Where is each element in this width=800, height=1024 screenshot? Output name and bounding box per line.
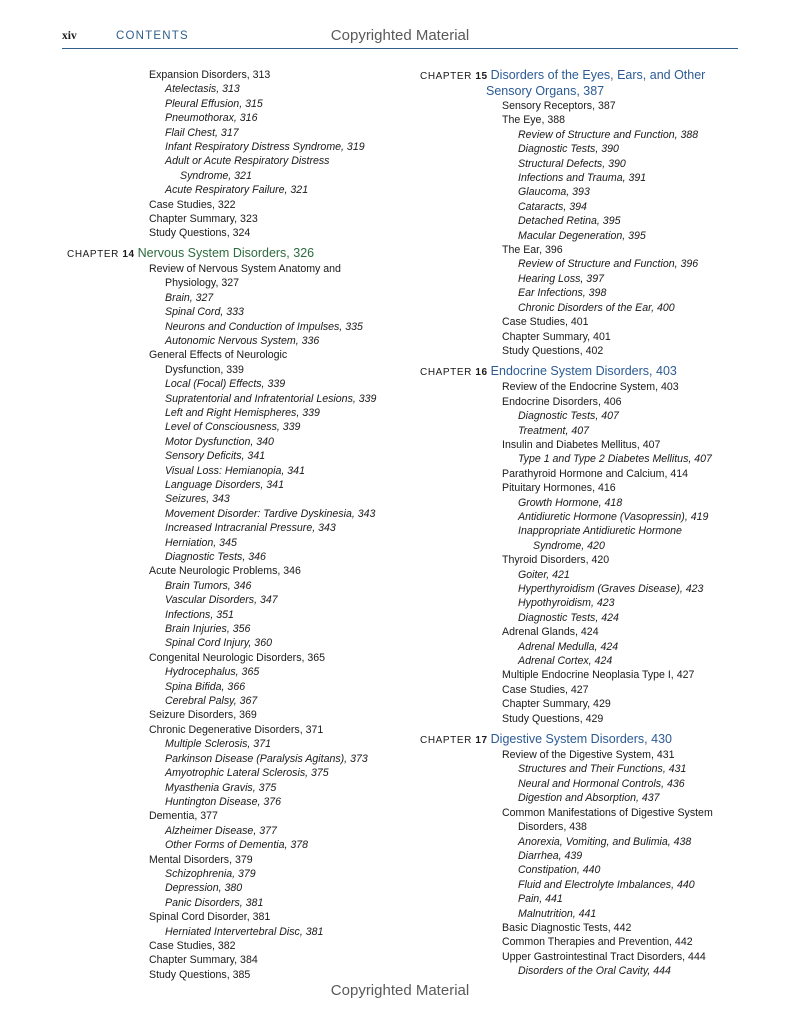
toc-subentry[interactable]: Diagnostic Tests, 407: [518, 410, 619, 423]
toc-subentry[interactable]: Other Forms of Dementia, 378: [165, 839, 309, 852]
toc-entry[interactable]: Review of Nervous System Anatomy and: [149, 262, 341, 275]
toc-entry[interactable]: Study Questions, 429: [502, 712, 604, 725]
toc-entry[interactable]: Pituitary Hormones, 416: [502, 482, 616, 495]
chapter-13-tail: [67, 68, 412, 241]
toc-entry[interactable]: Chapter Summary, 384: [149, 954, 258, 967]
toc-entry[interactable]: Acute Neurologic Problems, 346: [149, 565, 301, 578]
toc-entry[interactable]: Study Questions, 324: [149, 227, 251, 240]
chapter-14-entries: [67, 262, 412, 982]
chapter-label: CHAPTER 16: [420, 367, 488, 379]
toc-subentry[interactable]: Hypothyroidism, 423: [518, 597, 615, 610]
toc-entry[interactable]: Chronic Degenerative Disorders, 371: [149, 723, 324, 736]
toc-subentry[interactable]: Treatment, 407: [518, 424, 590, 437]
toc-subentry[interactable]: Syndrome, 420: [533, 539, 605, 552]
toc-subentry[interactable]: Spinal Cord Injury, 360: [165, 637, 272, 650]
toc-subentry[interactable]: Structures and Their Functions, 431: [518, 763, 687, 776]
toc-entry[interactable]: Case Studies, 401: [502, 316, 589, 329]
toc-subentry[interactable]: Supratentorial and Infratentorial Lesions, 339: [165, 392, 377, 405]
toc-entry[interactable]: Dementia, 377: [149, 810, 218, 823]
toc-subentry[interactable]: Malnutrition, 441: [518, 907, 597, 920]
toc-entry[interactable]: Thyroid Disorders, 420: [502, 554, 610, 567]
toc-subentry[interactable]: Goiter, 421: [518, 568, 570, 581]
chapter-label: CHAPTER 17: [420, 735, 488, 747]
chapter-title-continuation: Sensory Organs, 387: [486, 84, 605, 98]
toc-entry[interactable]: Upper Gastrointestinal Tract Disorders, 444: [502, 950, 706, 963]
chapter-16-entries: [420, 380, 740, 726]
toc-subentry[interactable]: Diarrhea, 439: [518, 849, 583, 862]
toc-entry[interactable]: Chapter Summary, 429: [502, 698, 611, 711]
toc-entry[interactable]: Expansion Disorders, 313: [149, 69, 271, 81]
running-head: CONTENTS: [116, 30, 189, 42]
toc-subentry[interactable]: Parkinson Disease (Paralysis Agitans), 373: [165, 752, 368, 765]
toc-entry[interactable]: Basic Diagnostic Tests, 442: [502, 921, 632, 934]
toc-subentry[interactable]: Type 1 and Type 2 Diabetes Mellitus, 407: [518, 453, 712, 466]
header-rule: [62, 48, 738, 49]
toc-subentry[interactable]: Alzheimer Disease, 377: [165, 824, 277, 837]
toc-subentry[interactable]: Hearing Loss, 397: [518, 272, 604, 285]
toc-subentry[interactable]: Motor Dysfunction, 340: [165, 435, 274, 448]
toc-subentry[interactable]: Myasthenia Gravis, 375: [165, 781, 277, 794]
toc-subentry[interactable]: Inappropriate Antidiuretic Hormone: [518, 525, 682, 538]
toc-subentry[interactable]: Constipation, 440: [518, 864, 601, 877]
chapter-15-entries: [420, 99, 740, 358]
toc-entry[interactable]: Physiology, 327: [165, 277, 240, 290]
toc-entry[interactable]: Common Manifestations of Digestive System: [502, 806, 713, 819]
toc-subentry[interactable]: Infant Respiratory Distress Syndrome, 319: [165, 141, 365, 154]
toc-entry[interactable]: Disorders, 438: [518, 821, 587, 834]
toc-entry[interactable]: Case Studies, 382: [149, 939, 236, 952]
toc-subentry[interactable]: Flail Chest, 317: [165, 126, 239, 139]
toc-subentry[interactable]: Hydrocephalus, 365: [165, 666, 260, 679]
toc-subentry[interactable]: Herniated Intervertebral Disc, 381: [165, 925, 324, 938]
toc-subentry[interactable]: Adrenal Medulla, 424: [518, 640, 619, 653]
toc-entry[interactable]: Chapter Summary, 323: [149, 213, 258, 226]
toc-entry[interactable]: Common Therapies and Prevention, 442: [502, 936, 693, 949]
toc-subentry[interactable]: Autonomic Nervous System, 336: [165, 334, 320, 347]
toc-subentry[interactable]: Spina Bifida, 366: [165, 680, 246, 693]
toc-entry[interactable]: Spinal Cord Disorder, 381: [149, 911, 271, 924]
toc-subentry[interactable]: Depression, 380: [165, 882, 243, 895]
chapter-15-heading[interactable]: [420, 68, 740, 84]
toc-entry[interactable]: Dysfunction, 339: [165, 363, 244, 376]
toc-subentry[interactable]: Multiple Sclerosis, 371: [165, 738, 271, 751]
toc-subentry[interactable]: Neurons and Conduction of Impulses, 335: [165, 320, 363, 333]
toc-entry[interactable]: Study Questions, 402: [502, 344, 604, 357]
toc-subentry[interactable]: Schizophrenia, 379: [165, 867, 256, 880]
toc-subentry[interactable]: Neural and Hormonal Controls, 436: [518, 777, 685, 790]
chapter-title: Nervous System Disorders, 326: [137, 245, 315, 260]
toc-subentry[interactable]: Spinal Cord, 333: [165, 306, 244, 319]
toc-subentry[interactable]: Ear Infections, 398: [518, 287, 607, 300]
toc-subentry[interactable]: Cataracts, 394: [518, 200, 587, 213]
toc-subentry[interactable]: Syndrome, 321: [180, 169, 252, 182]
toc-right-column: [420, 68, 740, 979]
toc-subentry[interactable]: Language Disorders, 341: [165, 478, 284, 491]
chapter-label: CHAPTER 15: [420, 71, 488, 82]
toc-subentry[interactable]: Fluid and Electrolyte Imbalances, 440: [518, 878, 695, 891]
toc-subentry[interactable]: Local (Focal) Effects, 339: [165, 378, 286, 391]
toc-subentry[interactable]: Structural Defects, 390: [518, 157, 626, 170]
toc-subentry[interactable]: Disorders of the Oral Cavity, 444: [518, 965, 671, 978]
chapter-17-entries: [420, 748, 740, 979]
toc-subentry[interactable]: Cerebral Palsy, 367: [165, 695, 258, 708]
chapter-title: Disorders of the Eyes, Ears, and Other: [490, 68, 706, 82]
toc-entry[interactable]: General Effects of Neurologic: [149, 349, 288, 362]
toc-subentry[interactable]: Left and Right Hemispheres, 339: [165, 406, 320, 419]
toc-subentry[interactable]: Diagnostic Tests, 346: [165, 551, 266, 563]
toc-subentry[interactable]: Infections and Trauma, 391: [518, 172, 647, 185]
toc-entry[interactable]: The Ear, 396: [502, 244, 563, 257]
toc-subentry[interactable]: Atelectasis, 313: [165, 83, 240, 96]
toc-entry[interactable]: Endocrine Disorders, 406: [502, 395, 622, 408]
toc-subentry[interactable]: Diagnostic Tests, 424: [518, 611, 619, 624]
toc-subentry[interactable]: Growth Hormone, 418: [518, 496, 623, 509]
toc-subentry[interactable]: Adrenal Cortex, 424: [518, 655, 613, 668]
toc-entry[interactable]: Case Studies, 427: [502, 683, 589, 696]
toc-entry[interactable]: Insulin and Diabetes Mellitus, 407: [502, 438, 661, 451]
page-number: xiv: [62, 30, 77, 42]
toc-entry[interactable]: Sensory Receptors, 387: [502, 100, 616, 112]
chapter-title: Endocrine System Disorders, 403: [490, 364, 677, 379]
toc-entry[interactable]: Seizure Disorders, 369: [149, 709, 257, 722]
toc-entry[interactable]: Case Studies, 322: [149, 198, 236, 211]
page-header: [62, 28, 738, 50]
toc-subentry[interactable]: Pain, 441: [518, 893, 563, 906]
toc-subentry[interactable]: Huntington Disease, 376: [165, 795, 282, 808]
toc-subentry[interactable]: Vascular Disorders, 347: [165, 594, 278, 607]
chapter-14-heading[interactable]: [67, 246, 412, 262]
toc-subentry[interactable]: Movement Disorder: Tardive Dyskinesia, 343: [165, 507, 376, 520]
toc-subentry[interactable]: Anorexia, Vomiting, and Bulimia, 438: [518, 835, 692, 848]
toc-subentry[interactable]: Visual Loss: Hemianopia, 341: [165, 464, 305, 477]
toc-subentry[interactable]: Seizures, 343: [165, 493, 230, 506]
toc-subentry[interactable]: Amyotrophic Lateral Sclerosis, 375: [165, 767, 329, 780]
copyright-watermark-top: Copyrighted Material: [330, 27, 470, 44]
toc-subentry[interactable]: Macular Degeneration, 395: [518, 229, 646, 242]
toc-subentry[interactable]: Panic Disorders, 381: [165, 896, 264, 909]
toc-subentry[interactable]: Pneumothorax, 316: [165, 112, 258, 125]
toc-subentry[interactable]: Pleural Effusion, 315: [165, 97, 263, 110]
toc-subentry[interactable]: Increased Intracranial Pressure, 343: [165, 522, 336, 535]
toc-subentry[interactable]: Sensory Deficits, 341: [165, 450, 266, 463]
toc-subentry[interactable]: Glaucoma, 393: [518, 186, 590, 199]
toc-entry[interactable]: Study Questions, 385: [149, 968, 251, 981]
toc-subentry[interactable]: Review of Structure and Function, 396: [518, 258, 699, 271]
copyright-watermark-bottom: Copyrighted Material: [330, 982, 470, 999]
toc-subentry[interactable]: Herniation, 345: [165, 536, 237, 549]
toc-entry[interactable]: Chapter Summary, 401: [502, 330, 611, 343]
toc-subentry[interactable]: Review of Structure and Function, 388: [518, 128, 699, 141]
toc-entry[interactable]: Review of the Endocrine System, 403: [502, 381, 679, 394]
toc-entry[interactable]: Mental Disorders, 379: [149, 853, 253, 866]
toc-subentry[interactable]: Adult or Acute Respiratory Distress: [165, 155, 330, 168]
chapter-17-heading[interactable]: [420, 732, 740, 748]
chapter-title: Digestive System Disorders, 430: [490, 732, 672, 747]
toc-entry[interactable]: Multiple Endocrine Neoplasia Type I, 427: [502, 669, 695, 682]
toc-subentry[interactable]: Detached Retina, 395: [518, 215, 621, 228]
toc-entry[interactable]: Review of the Digestive System, 431: [502, 749, 675, 762]
toc-subentry[interactable]: Brain Injuries, 356: [165, 623, 251, 636]
toc-entry[interactable]: Congenital Neurologic Disorders, 365: [149, 651, 326, 664]
toc-left-column: [67, 68, 412, 982]
toc-subentry[interactable]: Digestion and Absorption, 437: [518, 792, 660, 805]
toc-subentry[interactable]: Diagnostic Tests, 390: [518, 143, 619, 156]
toc-entry[interactable]: Adrenal Glands, 424: [502, 626, 599, 639]
chapter-label: CHAPTER 14: [67, 248, 135, 260]
toc-subentry[interactable]: Hyperthyroidism (Graves Disease), 423: [518, 583, 704, 595]
toc-subentry[interactable]: Antidiuretic Hormone (Vasopressin), 419: [518, 510, 709, 523]
toc-entry[interactable]: Parathyroid Hormone and Calcium, 414: [502, 467, 689, 480]
toc-entry[interactable]: The Eye, 388: [502, 114, 566, 127]
toc-subentry[interactable]: Brain, 327: [165, 291, 214, 304]
chapter-16-heading[interactable]: [420, 364, 740, 380]
toc-subentry[interactable]: Infections, 351: [165, 608, 234, 621]
toc-subentry[interactable]: Acute Respiratory Failure, 321: [165, 184, 309, 197]
toc-subentry[interactable]: Chronic Disorders of the Ear, 400: [518, 301, 675, 314]
toc-subentry[interactable]: Brain Tumors, 346: [165, 579, 252, 592]
toc-subentry[interactable]: Level of Consciousness, 339: [165, 421, 301, 434]
